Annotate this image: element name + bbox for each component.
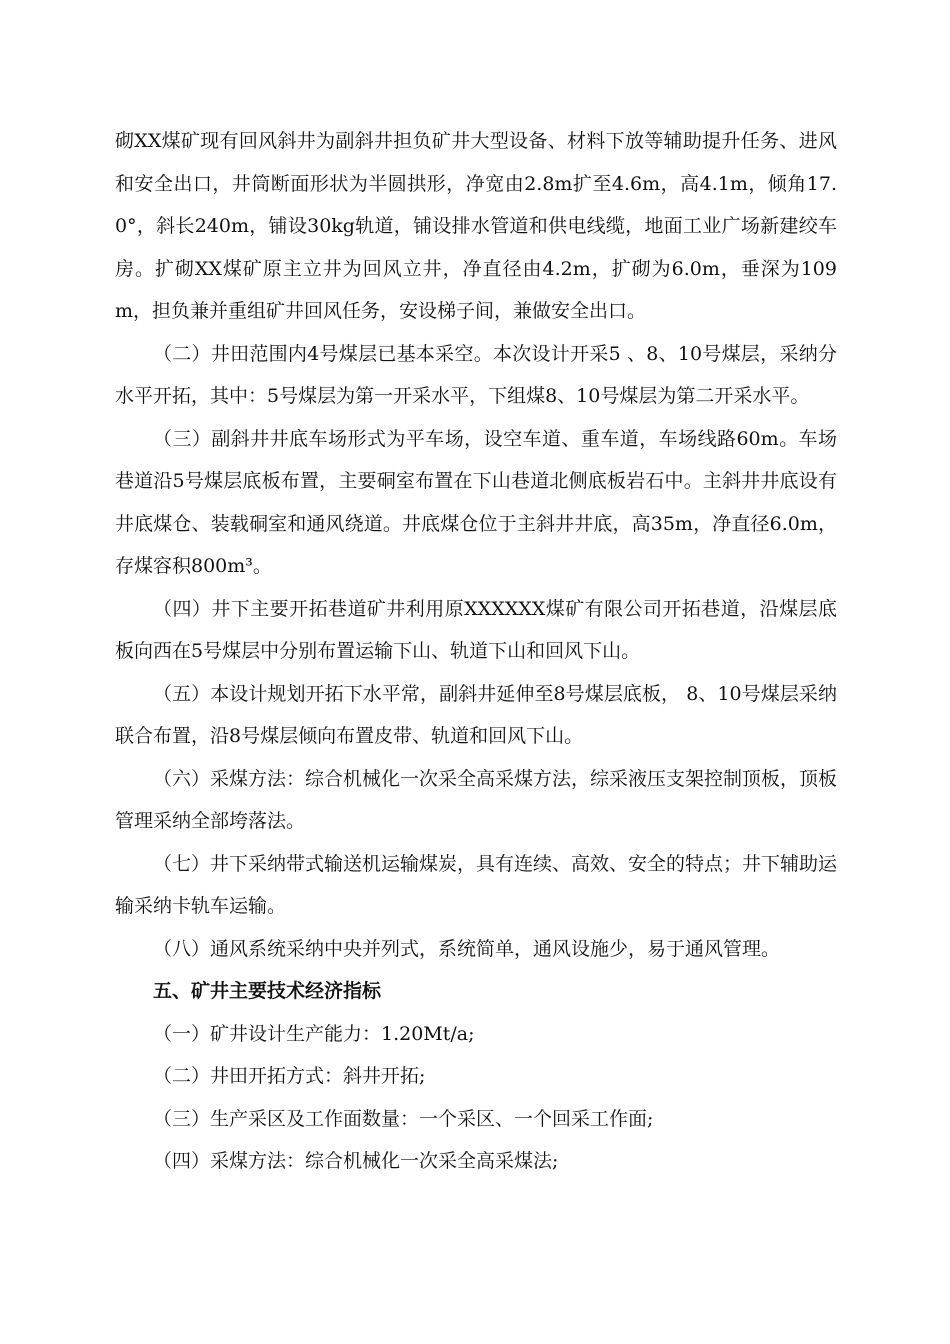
paragraph-item-2: （二）井田范围内4号煤层已基本采空。本次设计开采5 、8、10号煤层，采纳分水平开拓，其中：5号煤层为第一开采水平，下组煤8、10号煤层为第二开采水平。 <box>115 342 837 407</box>
paragraph-item-6: （六）采煤方法：综合机械化一次采全高采煤方法，综采液压支架控制顶板，顶板管理采纳全部垮落法。 <box>115 767 838 832</box>
paragraph-item-4: （四）井下主要开拓巷道矿井利用原XXXXXX煤矿有限公司开拓巷道，沿煤层底板向西在5号煤层中分别布置运输下山、轨道下山和回风下山。 <box>115 597 837 662</box>
paragraph-item-5: （五）本设计规划开拓下水平常，副斜井延伸至8号煤层底板， 8、10号煤层采纳联合布置，沿8号煤层倾向布置皮带、轨道和回风下山。 <box>115 682 837 747</box>
indicator-item-1: （一）矿井设计生产能力：1.20Mt/a; <box>153 1022 475 1045</box>
section-heading: 五、矿井主要技术经济指标 <box>153 980 382 1002</box>
paragraph-item-8: （八）通风系统采纳中央并列式，系统简单，通风设施少，易于通风管理。 <box>153 937 781 960</box>
paragraph-item-3: （三）副斜井井底车场形式为平车场，设空车道、重车道，车场线路60m。车场巷道沿5号煤层底板布置，主要硐室布置在下山巷道北侧底板岩石中。主斜井井底设有井底煤仓、装载硐室和通风绕道。井底煤仓位于主斜井井底，高35m，净直径6.0m，存煤容积800m³。 <box>115 427 837 577</box>
document-page <box>115 120 837 1183</box>
indicator-item-2: （二）井田开拓方式：斜井开拓; <box>153 1065 426 1087</box>
indicator-item-4: （四）采煤方法：综合机械化一次采全高采煤法; <box>153 1150 559 1172</box>
paragraph-continuation: 砌XX煤矿现有回风斜井为副斜井担负矿井大型设备、材料下放等辅助提升任务、进风和安全出口，井筒断面形状为半圆拱形，净宽由2.8m扩至4.6m，高4.1m，倾角17.0°，斜长240m，铺设30kg轨道，铺设排水管道和供电线缆，地面工业广场新建绞车房。扩砌XX煤矿原主立井为回风立井，净直径由4.2m，扩砌为6.0m，垂深为109m，担负兼并重组矿井回风任务，安设梯子间，兼做安全出口。 <box>115 130 837 322</box>
paragraph-item-7: （七）井下采纳带式输送机运输煤炭，具有连续、高效、安全的特点；井下辅助运输采纳卡轨车运输。 <box>115 852 838 917</box>
indicator-item-3: （三）生产采区及工作面数量：一个采区、一个回采工作面; <box>153 1107 654 1130</box>
